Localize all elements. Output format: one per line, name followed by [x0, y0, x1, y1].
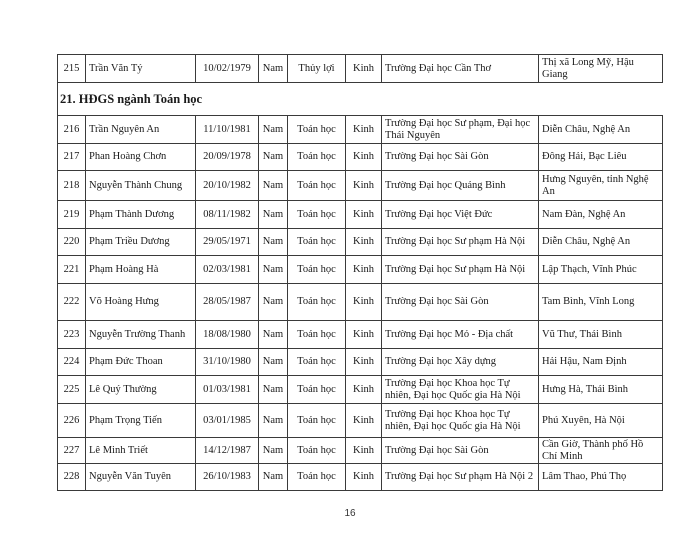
row-number: 224 [58, 349, 86, 376]
institution: Trường Đại học Xây dựng [382, 349, 539, 376]
institution: Trường Đại học Khoa học Tự nhiên, Đại học Quốc gia Hà Nội [382, 376, 539, 404]
person-name: Phạm Đức Thoan [86, 349, 196, 376]
gender: Nam [259, 55, 288, 83]
person-name: Trần Văn Tý [86, 55, 196, 83]
hometown: Cần Giờ, Thành phố Hồ Chí Minh [539, 438, 663, 464]
hometown: Vũ Thư, Thái Bình [539, 321, 663, 349]
table-row [58, 404, 663, 438]
gender: Nam [259, 116, 288, 144]
row-number: 215 [58, 55, 86, 83]
ethnicity: Kinh [346, 321, 382, 349]
table-row [58, 171, 663, 201]
gender: Nam [259, 464, 288, 491]
person-name: Lê Quý Thường [86, 376, 196, 404]
institution: Trường Đại học Sư phạm, Đại học Thái Nguyên [382, 116, 539, 144]
person-name: Phạm Thành Dương [86, 201, 196, 229]
ethnicity: Kinh [346, 349, 382, 376]
institution: Trường Đại học Mỏ - Địa chất [382, 321, 539, 349]
hometown: Diễn Châu, Nghệ An [539, 116, 663, 144]
ethnicity: Kinh [346, 256, 382, 284]
row-number: 219 [58, 201, 86, 229]
candidate-table [57, 54, 663, 491]
field: Toán học [288, 144, 346, 171]
row-number: 225 [58, 376, 86, 404]
person-name: Phạm Trọng Tiến [86, 404, 196, 438]
institution: Trường Đại học Sư phạm Hà Nội [382, 229, 539, 256]
table-row [58, 284, 663, 321]
ethnicity: Kinh [346, 229, 382, 256]
gender: Nam [259, 321, 288, 349]
table-row [58, 256, 663, 284]
birth-date: 28/05/1987 [196, 284, 259, 321]
institution: Trường Đại học Sài Gòn [382, 144, 539, 171]
ethnicity: Kinh [346, 284, 382, 321]
gender: Nam [259, 376, 288, 404]
birth-date: 14/12/1987 [196, 438, 259, 464]
section-header-row [58, 83, 663, 116]
row-number: 227 [58, 438, 86, 464]
hometown: Lập Thạch, Vĩnh Phúc [539, 256, 663, 284]
gender: Nam [259, 349, 288, 376]
institution: Trường Đại học Quảng Bình [382, 171, 539, 201]
table-row [58, 55, 663, 83]
row-number: 226 [58, 404, 86, 438]
institution: Trường Đại học Việt Đức [382, 201, 539, 229]
gender: Nam [259, 229, 288, 256]
birth-date: 08/11/1982 [196, 201, 259, 229]
field: Toán học [288, 256, 346, 284]
birth-date: 29/05/1971 [196, 229, 259, 256]
table-row [58, 464, 663, 491]
gender: Nam [259, 144, 288, 171]
institution: Trường Đại học Sài Gòn [382, 284, 539, 321]
field: Toán học [288, 116, 346, 144]
hometown: Hưng Nguyên, tỉnh Nghệ An [539, 171, 663, 201]
birth-date: 02/03/1981 [196, 256, 259, 284]
gender: Nam [259, 201, 288, 229]
field: Toán học [288, 321, 346, 349]
person-name: Trần Nguyên An [86, 116, 196, 144]
field: Toán học [288, 376, 346, 404]
person-name: Nguyễn Trường Thanh [86, 321, 196, 349]
birth-date: 31/10/1980 [196, 349, 259, 376]
field: Toán học [288, 438, 346, 464]
gender: Nam [259, 284, 288, 321]
institution: Trường Đại học Sư phạm Hà Nội [382, 256, 539, 284]
row-number: 228 [58, 464, 86, 491]
birth-date: 20/09/1978 [196, 144, 259, 171]
birth-date: 20/10/1982 [196, 171, 259, 201]
institution: Trường Đại học Khoa học Tự nhiên, Đại học Quốc gia Hà Nội [382, 404, 539, 438]
table-row [58, 116, 663, 144]
ethnicity: Kinh [346, 376, 382, 404]
table-row [58, 321, 663, 349]
row-number: 220 [58, 229, 86, 256]
table-row [58, 349, 663, 376]
gender: Nam [259, 171, 288, 201]
hometown: Phú Xuyên, Hà Nội [539, 404, 663, 438]
hometown: Lâm Thao, Phú Thọ [539, 464, 663, 491]
row-number: 217 [58, 144, 86, 171]
ethnicity: Kinh [346, 404, 382, 438]
ethnicity: Kinh [346, 116, 382, 144]
person-name: Nguyễn Văn Tuyên [86, 464, 196, 491]
page-number: 16 [344, 508, 356, 519]
row-number: 223 [58, 321, 86, 349]
field: Thủy lợi [288, 55, 346, 83]
ethnicity: Kinh [346, 201, 382, 229]
table-row [58, 144, 663, 171]
table-row [58, 376, 663, 404]
table-row [58, 229, 663, 256]
hometown: Hải Hậu, Nam Định [539, 349, 663, 376]
institution: Trường Đại học Sư phạm Hà Nội 2 [382, 464, 539, 491]
birth-date: 26/10/1983 [196, 464, 259, 491]
person-name: Phạm Hoàng Hà [86, 256, 196, 284]
gender: Nam [259, 404, 288, 438]
row-number: 221 [58, 256, 86, 284]
birth-date: 18/08/1980 [196, 321, 259, 349]
ethnicity: Kinh [346, 55, 382, 83]
hometown: Đông Hải, Bạc Liêu [539, 144, 663, 171]
ethnicity: Kinh [346, 438, 382, 464]
row-number: 216 [58, 116, 86, 144]
institution: Trường Đại học Cần Thơ [382, 55, 539, 83]
hometown: Nam Đàn, Nghệ An [539, 201, 663, 229]
person-name: Phan Hoàng Chơn [86, 144, 196, 171]
field: Toán học [288, 464, 346, 491]
table-row [58, 201, 663, 229]
birth-date: 11/10/1981 [196, 116, 259, 144]
person-name: Nguyễn Thành Chung [86, 171, 196, 201]
section-title: 21. HĐGS ngành Toán học [58, 83, 663, 116]
person-name: Võ Hoàng Hưng [86, 284, 196, 321]
hometown: Tam Bình, Vĩnh Long [539, 284, 663, 321]
ethnicity: Kinh [346, 171, 382, 201]
field: Toán học [288, 229, 346, 256]
gender: Nam [259, 256, 288, 284]
ethnicity: Kinh [346, 144, 382, 171]
person-name: Phạm Triều Dương [86, 229, 196, 256]
field: Toán học [288, 171, 346, 201]
birth-date: 01/03/1981 [196, 376, 259, 404]
field: Toán học [288, 349, 346, 376]
hometown: Hưng Hà, Thái Bình [539, 376, 663, 404]
hometown: Diễn Châu, Nghệ An [539, 229, 663, 256]
field: Toán học [288, 404, 346, 438]
field: Toán học [288, 284, 346, 321]
institution: Trường Đại học Sài Gòn [382, 438, 539, 464]
table-row [58, 438, 663, 464]
ethnicity: Kinh [346, 464, 382, 491]
birth-date: 03/01/1985 [196, 404, 259, 438]
person-name: Lê Minh Triết [86, 438, 196, 464]
field: Toán học [288, 201, 346, 229]
birth-date: 10/02/1979 [196, 55, 259, 83]
row-number: 218 [58, 171, 86, 201]
hometown: Thị xã Long Mỹ, Hậu Giang [539, 55, 663, 83]
row-number: 222 [58, 284, 86, 321]
gender: Nam [259, 438, 288, 464]
